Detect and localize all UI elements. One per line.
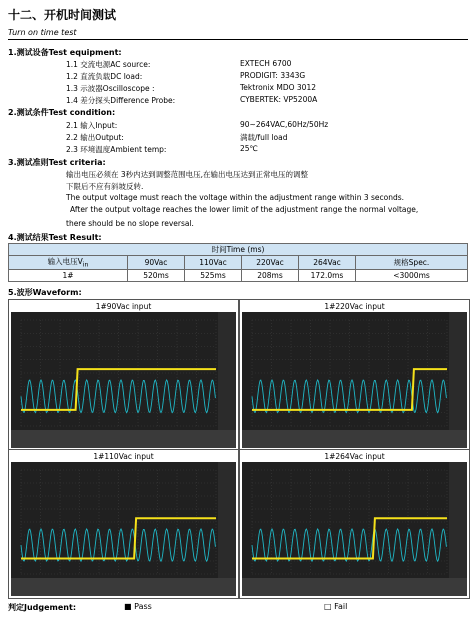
title-divider [8, 39, 468, 40]
result-col-header: 110Vac [185, 256, 242, 270]
scope-trace [242, 462, 467, 596]
pass-label: Pass [134, 602, 152, 611]
scope-status-bar [242, 578, 467, 596]
waveform-panel [8, 299, 239, 451]
scope-trace [11, 462, 236, 596]
scope-status-bar [242, 430, 467, 448]
condition-value: 25℃ [240, 144, 258, 153]
equipment-value: PRODIGIT: 3343G [240, 71, 306, 80]
waveform-panel [8, 449, 239, 599]
condition-value: 90~264VAC,60Hz/50Hz [240, 120, 329, 129]
criteria-line: The output voltage must reach the voltage within the adjustment range within 3 seconds. [66, 193, 405, 202]
result-cell: 525ms [185, 269, 242, 281]
condition-label: 2.1 输入Input: [66, 121, 118, 130]
waveform-heading: 5.波形Waveform: [8, 288, 82, 297]
condition-heading: 2.测试条件Test condition: [8, 108, 116, 117]
criteria-line: After the output voltage reaches the lower limit of the adjustment range the normal voltage, [70, 205, 419, 214]
equipment-value: CYBERTEK: VP5200A [240, 95, 318, 104]
equipment-label: 1.1 交流电源AC source: [66, 60, 151, 69]
oscilloscope-screen [242, 462, 467, 596]
page-subtitle: Turn on time test [8, 28, 77, 37]
scope-trace [242, 312, 467, 448]
result-cell: 172.0ms [299, 269, 356, 281]
waveform-panel-title: 1#110Vac input [93, 452, 154, 461]
equipment-value: EXTECH 6700 [240, 59, 292, 68]
criteria-line: there should be no slope reversal. [66, 219, 194, 228]
unchecked-box-icon: □ [324, 602, 332, 611]
result-col-header [9, 256, 128, 270]
result-heading: 4.测试结果Test Result: [8, 233, 102, 242]
condition-label: 2.3 环境温度Ambient temp: [66, 145, 167, 154]
result-col-header: 264Vac [299, 256, 356, 270]
result-col-header: 220Vac [242, 256, 299, 270]
scope-side-menu [449, 312, 467, 430]
equipment-heading: 1.测试设备Test equipment: [8, 48, 122, 57]
result-cell: <3000ms [356, 269, 468, 281]
scope-trace [11, 312, 236, 448]
result-col-header: 规格Spec. [356, 256, 468, 270]
result-table [8, 243, 468, 282]
criteria-line: 输出电压必须在 3秒内达到调整范围电压,在输出电压达到正常电压的调整 [66, 170, 309, 179]
equipment-label: 1.2 直流负载DC load: [66, 72, 143, 81]
scope-side-menu [449, 462, 467, 578]
oscilloscope-screen [11, 312, 236, 448]
result-table-title: 时间Time (ms) [9, 244, 468, 256]
waveform-panel [239, 299, 470, 451]
result-cell: 208ms [242, 269, 299, 281]
fail-label: Fail [334, 602, 348, 611]
scope-side-menu [218, 462, 236, 578]
equipment-value: Tektronix MDO 3012 [240, 83, 316, 92]
judgement [8, 602, 468, 613]
condition-value: 满载/full load [240, 133, 288, 142]
criteria-heading: 3.测试准则Test criteria: [8, 158, 106, 167]
waveform-panel-title: 1#220Vac input [324, 302, 385, 311]
scope-side-menu [218, 312, 236, 430]
page-title: 十二、开机时间测试 [8, 8, 117, 22]
criteria-line: 下限后不应有斜坡反转. [66, 182, 144, 191]
scope-status-bar [11, 578, 236, 596]
equipment-label: 1.3 示波器Oscilloscope : [66, 84, 155, 93]
scope-status-bar [11, 430, 236, 448]
report-page [8, 6, 468, 614]
waveform-panel-title: 1#264Vac input [324, 452, 385, 461]
checked-box-icon: ■ [124, 602, 132, 611]
oscilloscope-screen [242, 312, 467, 448]
result-cell: 520ms [128, 269, 185, 281]
waveform-panel [239, 449, 470, 599]
condition-label: 2.2 输出Output: [66, 133, 124, 142]
result-col-header: 90Vac [128, 256, 185, 270]
fail-option[interactable] [324, 602, 347, 611]
result-cell: 1# [9, 269, 128, 281]
judgement-label: 判定Judgement: [8, 603, 77, 612]
pass-option[interactable] [124, 602, 152, 611]
result-col-header-text: 输入电压V [47, 257, 83, 266]
equipment-label: 1.4 差分探头Difference Probe: [66, 96, 176, 105]
result-col-header-sub: in [82, 261, 89, 269]
waveform-panel-title: 1#90Vac input [95, 302, 152, 311]
oscilloscope-screen [11, 462, 236, 596]
